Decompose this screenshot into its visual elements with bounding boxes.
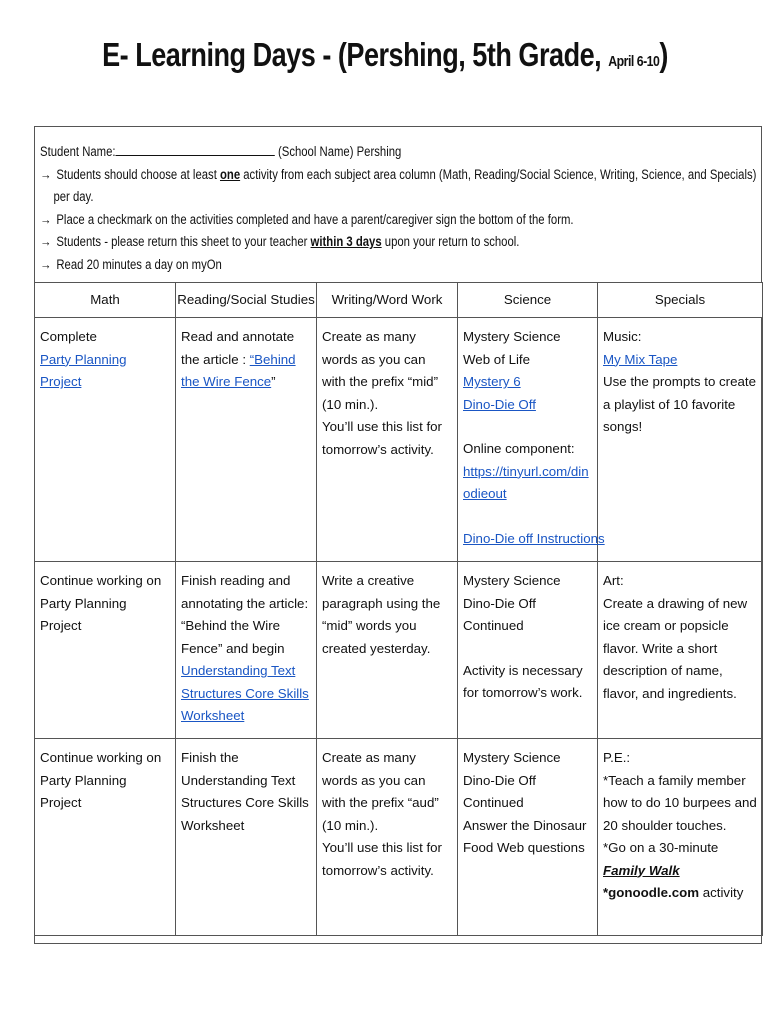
column-header-science: Science xyxy=(458,283,598,318)
schedule-box xyxy=(34,126,762,944)
mystery-6-link[interactable]: Mystery 6 xyxy=(463,374,521,389)
reading-cell xyxy=(176,318,317,562)
gonoodle-line xyxy=(603,882,757,905)
science-cell xyxy=(458,318,605,562)
specials-text: Create a drawing of new ice cream or popsicle flavor. Write a short description of name, flavor, and ingredients. xyxy=(603,595,748,701)
math-cell xyxy=(35,562,176,739)
science-cell xyxy=(458,562,598,739)
arrow-icon: → xyxy=(40,166,52,182)
title-close: ) xyxy=(659,36,668,73)
reading-cell xyxy=(176,562,317,739)
specials-heading: P.E.: xyxy=(603,750,631,765)
specials-cell xyxy=(598,562,763,739)
specials-cell xyxy=(598,318,763,562)
math-cell xyxy=(35,739,176,936)
family-walk-emphasis: Family Walk xyxy=(603,862,680,878)
activity-table xyxy=(34,282,763,936)
dino-die-off-link[interactable]: Dino-Die Off xyxy=(463,396,536,412)
party-planning-link[interactable]: Party Planning Project xyxy=(40,351,127,389)
science-note: Activity is necessary for tomorrow’s work. xyxy=(463,662,583,700)
table-row xyxy=(35,739,763,936)
student-name-line xyxy=(40,141,639,164)
arrow-icon: → xyxy=(40,211,52,227)
science-title: Mystery Science xyxy=(463,573,561,588)
science-subtitle: Web of Life xyxy=(463,351,531,367)
table-header-row xyxy=(35,283,763,318)
specials-cell xyxy=(598,739,763,936)
writing-text: Create as many words as you can with the prefix “aud” (10 min.). xyxy=(322,750,439,833)
reading-text-end: ” xyxy=(271,374,276,389)
science-subtitle: Dino-Die Off Continued xyxy=(463,772,536,810)
science-title: Mystery Science xyxy=(463,329,561,344)
instruction-2-text: Place a checkmark on the activities completed and have a parent/caregiver sign the bottom of the form. xyxy=(56,211,574,227)
student-name-label: Student Name: xyxy=(40,144,116,159)
online-component-label: Online component: xyxy=(463,441,575,456)
specials-heading: Music: xyxy=(603,329,642,344)
reading-text: Finish reading and annotating the article: “Behind the Wire Fence” and begin xyxy=(181,573,309,656)
column-header-reading: Reading/Social Studies xyxy=(176,283,317,318)
instruction-2 xyxy=(40,209,639,232)
behind-the-wire-fence-link[interactable]: “Behind the Wire Fence xyxy=(181,351,296,389)
gonoodle-activity-text: activity xyxy=(699,885,744,900)
reading-cell xyxy=(176,739,317,936)
specials-heading: Art: xyxy=(603,573,624,588)
math-text: Continue working on Party Planning Project xyxy=(40,573,162,633)
reading-text: Read and annotate the article : xyxy=(181,329,295,367)
instruction-1 xyxy=(40,164,757,187)
reading-text: Finish the Understanding Text Structures Core Skills Worksheet xyxy=(181,750,309,833)
writing-note: You’ll use this list for tomorrow’s activity. xyxy=(322,419,442,457)
table-row xyxy=(35,318,763,562)
table-row xyxy=(35,562,763,739)
instruction-1-text: Students should choose at least xyxy=(56,166,220,182)
instruction-3-text: Students - please return this sheet to your teacher xyxy=(56,234,311,249)
school-name-text: (School Name) Pershing xyxy=(277,144,402,159)
text-structures-worksheet-link[interactable]: Understanding Text Structures Core Skills Worksheet xyxy=(181,663,309,723)
science-title: Mystery Science xyxy=(463,750,561,765)
arrow-icon: → xyxy=(40,234,52,249)
title-dates: April 6-10 xyxy=(608,53,660,70)
writing-cell xyxy=(317,562,458,739)
gonoodle-text: *gonoodle.com xyxy=(603,885,700,900)
instruction-1-text-rest: activity from each subject area column (Math, Reading/Social Science, Writing, Science, and Specials) xyxy=(240,166,757,182)
instruction-3-emphasis: within 3 days xyxy=(310,234,382,249)
science-task: Answer the Dinosaur Food Web questions xyxy=(463,817,587,855)
family-walk-line xyxy=(603,837,757,882)
dino-die-off-instructions-link[interactable]: Dino-Die off Instructions xyxy=(463,530,605,546)
writing-text: Write a creative paragraph using the “mid” words you created yesterday. xyxy=(322,573,441,656)
math-cell xyxy=(35,318,176,562)
math-text: Complete xyxy=(40,329,97,344)
instruction-4-text: Read 20 minutes a day on myOn xyxy=(56,256,222,272)
writing-cell xyxy=(317,739,458,936)
science-subtitle: Dino-Die Off Continued xyxy=(463,595,536,633)
column-header-specials: Specials xyxy=(598,283,763,318)
writing-cell xyxy=(317,318,458,562)
student-name-field[interactable] xyxy=(116,143,275,156)
column-header-writing: Writing/Word Work xyxy=(317,283,458,318)
arrow-icon: → xyxy=(40,256,52,272)
instruction-3-text-rest: upon your return to school. xyxy=(381,234,520,249)
specials-text: Use the prompts to create a playlist of 10 favorite songs! xyxy=(603,374,756,434)
page-title xyxy=(69,36,700,74)
math-text: Continue working on Party Planning Project xyxy=(40,750,162,810)
writing-text: Create as many words as you can with the prefix “mid” (10 min.). xyxy=(322,329,439,412)
science-cell xyxy=(458,739,598,936)
instruction-3 xyxy=(40,231,639,254)
my-mix-tape-link[interactable]: My Mix Tape xyxy=(603,351,678,367)
instructions-section xyxy=(35,127,757,283)
instruction-1-continued: per day. xyxy=(53,189,94,204)
tinyurl-link[interactable]: https://tinyurl.com/dinodieout xyxy=(463,463,589,501)
instruction-1-emphasis: one xyxy=(219,166,241,182)
instruction-4 xyxy=(40,254,639,277)
family-walk-text: *Go on a 30-minute xyxy=(603,840,719,855)
specials-text: *Teach a family member how to do 10 burpees and 20 shoulder touches. xyxy=(603,772,757,833)
title-main: E- Learning Days - (Pershing, 5th Grade, xyxy=(102,36,609,73)
column-header-math: Math xyxy=(35,283,176,318)
writing-note: You’ll use this list for tomorrow’s activity. xyxy=(322,840,442,878)
